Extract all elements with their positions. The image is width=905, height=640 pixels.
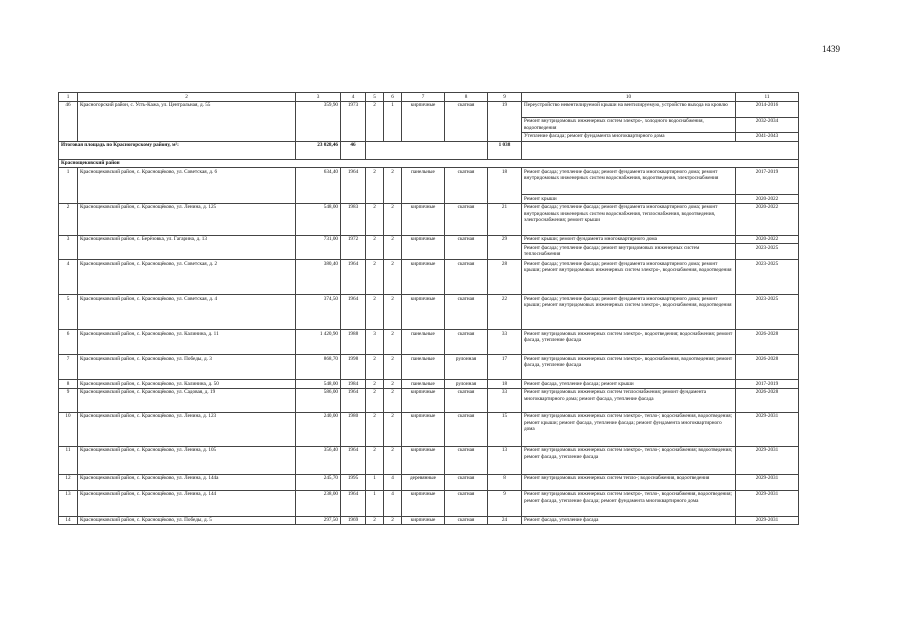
cell-floors: 2: [366, 101, 384, 141]
cell-address: Краснощековский район, с. Краснощёково, ул. Садовая, д. 19: [78, 388, 296, 412]
cell-floors: 2: [366, 446, 384, 474]
cell-residents: 18: [488, 380, 522, 389]
cell-year: 1964: [341, 446, 366, 474]
cell-floors: 2: [366, 380, 384, 389]
cell-address: Краснощековский район, с. Краснощёково, ул. Победы, д. 3: [78, 355, 296, 380]
cell-period: 2029-2031: [736, 474, 799, 490]
total-row: [59, 141, 799, 159]
cell-wall: кирпичные: [402, 490, 445, 516]
cell-residents: 33: [488, 330, 522, 355]
cell-period: 2026-2028: [736, 355, 799, 380]
cell-area: 245,70: [296, 474, 341, 490]
column-number: 4: [341, 93, 366, 102]
cell-year: 1984: [341, 380, 366, 389]
table-row: [59, 260, 799, 295]
cell-year: 1964: [341, 490, 366, 516]
cell-area: 548,00: [296, 203, 341, 235]
cell-address: Краснощековский район, с. Краснощёково, ул. Ленина, д. 144а: [78, 474, 296, 490]
cell-residents: 29: [488, 235, 522, 260]
cell-works: Ремонт внутридомовых инженерных систем электро-, водоотведения; водоснабжения; ремонт фасада, утепление фасада: [522, 330, 736, 355]
cell-address: Краснощековский район, с. Краснощёково, ул. Ленина, д. 144: [78, 490, 296, 516]
cell-wall: панельные: [402, 355, 445, 380]
cell-period: 2029-2031: [736, 490, 799, 516]
cell-address: Краснощековский район, с. Краснощёково, ул. Калинина, д. 50: [78, 380, 296, 389]
cell-area: 1 420,90: [296, 330, 341, 355]
cell-period: 2023-2025: [736, 260, 799, 295]
cell-floors: 2: [366, 355, 384, 380]
cell-works: Ремонт крыши: [522, 195, 736, 204]
cell-year: 1964: [341, 168, 366, 204]
cell-roof: скатная: [445, 490, 488, 516]
table-row: [59, 295, 799, 330]
cell-address: Краснощековский район, с. Краснощёково, ул. Советская, д. 4: [78, 295, 296, 330]
cell-entrances: 2: [384, 516, 402, 525]
cell-wall: панельные: [402, 168, 445, 204]
cell-area: 359,90: [296, 101, 341, 141]
cell-period: 2017-2019: [736, 168, 799, 195]
cell-year: 1998: [341, 355, 366, 380]
cell-wall: деревянные: [402, 474, 445, 490]
cell-n: 7: [59, 355, 78, 380]
cell-n: 12: [59, 474, 78, 490]
cell-n: 11: [59, 446, 78, 474]
cell-period: 2029-2031: [736, 516, 799, 525]
column-number: 7: [402, 93, 445, 102]
cell-year: 1995: [341, 474, 366, 490]
cell-residents: 17: [488, 355, 522, 380]
cell-floors: 1: [366, 490, 384, 516]
cell-period: 2029-2031: [736, 412, 799, 446]
cell-n: 5: [59, 295, 78, 330]
cell-roof: скатная: [445, 516, 488, 525]
cell-period: 2017-2019: [736, 380, 799, 389]
cell-address: Краснощековский район, с. Краснощёково, ул. Ленина, д. 105: [78, 446, 296, 474]
cell-entrances: 4: [384, 474, 402, 490]
column-number: 2: [78, 93, 296, 102]
cell-wall: кирпичные: [402, 260, 445, 295]
cell-works: Утепление фасада; ремонт фундамента многоквартирного дома: [522, 132, 736, 141]
cell-wall: панельные: [402, 330, 445, 355]
table-row: [59, 516, 799, 525]
cell-entrances: 2: [384, 235, 402, 260]
table-row: [59, 168, 799, 195]
cell-entrances: 2: [384, 388, 402, 412]
total-label: Итоговая площадь по Красногорскому району, м²:: [59, 141, 296, 159]
cell-roof: скатная: [445, 235, 488, 260]
cell-area: 297,50: [296, 516, 341, 525]
cell-roof: скатная: [445, 101, 488, 141]
cell-roof: скатная: [445, 412, 488, 446]
table-row: [59, 330, 799, 355]
cell-year: 1964: [341, 295, 366, 330]
cell-n: 8: [59, 380, 78, 389]
total-count: 46: [341, 141, 366, 159]
cell-residents: 33: [488, 388, 522, 412]
column-number: 1: [59, 93, 78, 102]
cell-entrances: 2: [384, 412, 402, 446]
cell-wall: панельные: [402, 380, 445, 389]
cell-period: 2023-2025: [736, 244, 799, 260]
cell-works: Ремонт фасада, утепление фасада: [522, 516, 736, 525]
cell-roof: скатная: [445, 388, 488, 412]
table-row: [59, 355, 799, 380]
cell-residents: 9: [488, 490, 522, 516]
cell-address: Краснощековский район, с. Краснощёково, ул. Ленина, д. 123: [78, 412, 296, 446]
cell-works: Ремонт внутридомовых инженерных систем теплоснабжения; ремонт фундамента многоквартирного дома; ремонт фасада, утепление фасада: [522, 388, 736, 412]
cell-year: 1964: [341, 260, 366, 295]
cell-wall: кирпичные: [402, 235, 445, 260]
cell-works: Ремонт фасада; утепление фасада; ремонт фундамента многоквартирного дома; ремонт крыши; ремонт внутридомовых инженерных систем электро-, водоснабжения, водоотведения: [522, 295, 736, 330]
cell-roof: рулонная: [445, 380, 488, 389]
cell-n: 1: [59, 168, 78, 204]
cell-entrances: 2: [384, 446, 402, 474]
cell-roof: скатная: [445, 446, 488, 474]
cell-period: 2020-2022: [736, 195, 799, 204]
cell-wall: кирпичные: [402, 388, 445, 412]
cell-address: Краснощековский район, с. Краснощёково, ул. Советская, д. 2: [78, 260, 296, 295]
cell-n: 3: [59, 235, 78, 260]
cell-year: 1972: [341, 235, 366, 260]
cell-period: 2026-2028: [736, 330, 799, 355]
column-number: 8: [445, 93, 488, 102]
cell-entrances: 2: [384, 203, 402, 235]
cell-period: 2020-2022: [736, 235, 799, 244]
cell-year: 1973: [341, 101, 366, 141]
cell-area: 380,40: [296, 260, 341, 295]
cell-residents: 19: [488, 101, 522, 141]
column-number: 5: [366, 93, 384, 102]
cell-floors: 3: [366, 330, 384, 355]
cell-period: 2026-2028: [736, 388, 799, 412]
cell-area: 586,00: [296, 388, 341, 412]
cell-works: Ремонт внутридомовых инженерных систем электро-, водоснабжения, водоотведения; ремонт фасада, утепление фасада: [522, 355, 736, 380]
cell-n: 14: [59, 516, 78, 525]
cell-entrances: 4: [384, 490, 402, 516]
cell-floors: 2: [366, 412, 384, 446]
table-row: [59, 474, 799, 490]
cell-area: 868,70: [296, 355, 341, 380]
cell-period: 2014-2016: [736, 101, 799, 117]
cell-period: 2020-2022: [736, 203, 799, 235]
table-row: [59, 446, 799, 474]
cell-address: Краснощековский район, с. Берёзовка, ул. Гагарина, д. 13: [78, 235, 296, 260]
cell-works: Ремонт крыши; ремонт фундамента многоквартирного дома: [522, 235, 736, 244]
column-number: 11: [736, 93, 799, 102]
cell-floors: 2: [366, 168, 384, 204]
cell-area: 238,00: [296, 490, 341, 516]
cell-year: 1980: [341, 412, 366, 446]
cell-wall: кирпичные: [402, 101, 445, 141]
cell-residents: 15: [488, 412, 522, 446]
cell-entrances: 2: [384, 260, 402, 295]
table-row: [59, 412, 799, 446]
page-number: 1439: [822, 44, 840, 54]
cell-wall: кирпичные: [402, 516, 445, 525]
cell-works: Ремонт внутридомовых инженерных систем электро-, тепло-; водоснабжения, водоотведения; ремонт крыши; ремонт фасада, утепление фасада; ремонт фундамента многоквартирного дома: [522, 412, 736, 446]
cell-residents: 28: [488, 260, 522, 295]
cell-year: 1964: [341, 388, 366, 412]
cell-entrances: 2: [384, 330, 402, 355]
column-number: 3: [296, 93, 341, 102]
cell-n: 4: [59, 260, 78, 295]
cell-n: 10: [59, 412, 78, 446]
cell-floors: 2: [366, 235, 384, 260]
cell-roof: скатная: [445, 203, 488, 235]
cell-floors: 2: [366, 260, 384, 295]
cell-address: Краснощековский район, с. Краснощёково, ул. Советская, д. 6: [78, 168, 296, 204]
table-row: [59, 203, 799, 235]
section-title: Краснощековский район: [59, 159, 799, 168]
cell-roof: скатная: [445, 474, 488, 490]
column-number: 6: [384, 93, 402, 102]
column-number-row: [59, 93, 799, 102]
cell-period: 2029-2031: [736, 446, 799, 474]
cell-area: 731,00: [296, 235, 341, 260]
cell-entrances: 2: [384, 295, 402, 330]
cell-address: Краснощековский район, с. Краснощёково, ул. Ленина, д. 125: [78, 203, 296, 235]
table-row: [59, 101, 799, 117]
cell-works: Ремонт фасада, утепление фасада; ремонт крыши: [522, 380, 736, 389]
cell-wall: кирпичные: [402, 446, 445, 474]
table-row: [59, 490, 799, 516]
cell-works: Ремонт внутридомовых инженерных систем электро-, тепло-, водоснабжения, водоотведения; ремонт фасада, утепление фасада; ремонт фундамента многоквартирного дома: [522, 490, 736, 516]
column-number: 9: [488, 93, 522, 102]
column-number: 10: [522, 93, 736, 102]
cell-period: 2023-2025: [736, 295, 799, 330]
cell-address: Краснощековский район, с. Краснощёково, ул. Калинина, д. 11: [78, 330, 296, 355]
cell-residents: 22: [488, 295, 522, 330]
table-row: [59, 388, 799, 412]
table-row: [59, 380, 799, 389]
cell-n: 9: [59, 388, 78, 412]
cell-works: Переустройство невентилируемой крыши на вентилируемую, устройство выхода на кровлю: [522, 101, 736, 117]
cell-works: Ремонт внутридомовых инженерных систем электро-, холодного водоснабжения, водоотведения: [522, 117, 736, 132]
cell-n: 13: [59, 490, 78, 516]
cell-n: 46: [59, 101, 78, 141]
cell-residents: 24: [488, 516, 522, 525]
cell-entrances: 2: [384, 380, 402, 389]
cell-floors: 2: [366, 203, 384, 235]
cell-area: 548,00: [296, 380, 341, 389]
cell-period: 2032-2034: [736, 117, 799, 132]
cell-works: Ремонт фасада; утепление фасада; ремонт фундамента многоквартирного дома; ремонт внутридомовых инженерных систем водоснабжения, теплоснабжения, водоотведения, электроснабжения; ремонт крыши: [522, 203, 736, 235]
cell-works: Ремонт внутридомовых инженерных систем тепло-; водоснабжения, водоотведения: [522, 474, 736, 490]
cell-area: 374,50: [296, 295, 341, 330]
cell-area: 240,00: [296, 412, 341, 446]
cell-n: 6: [59, 330, 78, 355]
cell-year: 1969: [341, 516, 366, 525]
total-residents: 1 038: [488, 141, 522, 159]
total-area: 23 028,46: [296, 141, 341, 159]
cell-period: 2041-2043: [736, 132, 799, 141]
cell-residents: 21: [488, 203, 522, 235]
cell-n: 2: [59, 203, 78, 235]
cell-entrances: 1: [384, 101, 402, 141]
cell-entrances: 2: [384, 355, 402, 380]
cell-residents: 8: [488, 474, 522, 490]
cell-wall: кирпичные: [402, 295, 445, 330]
cell-wall: кирпичные: [402, 412, 445, 446]
cell-entrances: 2: [384, 168, 402, 204]
cell-roof: рулонная: [445, 355, 488, 380]
cell-works: Ремонт внутридомовых инженерных систем электро-, тепло-; водоснабжения; водоотведения; ремонт фасада, утепление фасада: [522, 446, 736, 474]
cell-roof: скатная: [445, 168, 488, 204]
cell-area: 356,40: [296, 446, 341, 474]
cell-roof: скатная: [445, 330, 488, 355]
housing-registry-table: [58, 92, 799, 525]
cell-year: 1988: [341, 330, 366, 355]
cell-address: Краснощековский район, с. Краснощёково, ул. Победы, д. 5: [78, 516, 296, 525]
cell-floors: 2: [366, 388, 384, 412]
section-title-row: [59, 159, 799, 168]
cell-address: Красногорский район, с. Усть-Кажа, ул. Центральная, д. 55: [78, 101, 296, 141]
cell-floors: 2: [366, 295, 384, 330]
cell-roof: скатная: [445, 295, 488, 330]
cell-floors: 2: [366, 516, 384, 525]
cell-works: Ремонт фасада; утепление фасада; ремонт фундамента многоквартирного дома; ремонт крыши; ремонт внутридомовых инженерных систем электро-, водоснабжения, водоотведения: [522, 260, 736, 295]
cell-works: Ремонт фасада; утепление фасада; ремонт внутридомовых инженерных систем теплоснабжения: [522, 244, 736, 260]
cell-area: 634,40: [296, 168, 341, 204]
cell-year: 1983: [341, 203, 366, 235]
cell-wall: кирпичные: [402, 203, 445, 235]
cell-works: Ремонт фасада; утепление фасада; ремонт фундамента многоквартирного дома; ремонт внутридомовых инженерных систем водоснабжения, водоотведения, электроснабжения: [522, 168, 736, 195]
cell-residents: 18: [488, 168, 522, 204]
cell-floors: 1: [366, 474, 384, 490]
cell-residents: 13: [488, 446, 522, 474]
table-row: [59, 235, 799, 244]
cell-roof: скатная: [445, 260, 488, 295]
